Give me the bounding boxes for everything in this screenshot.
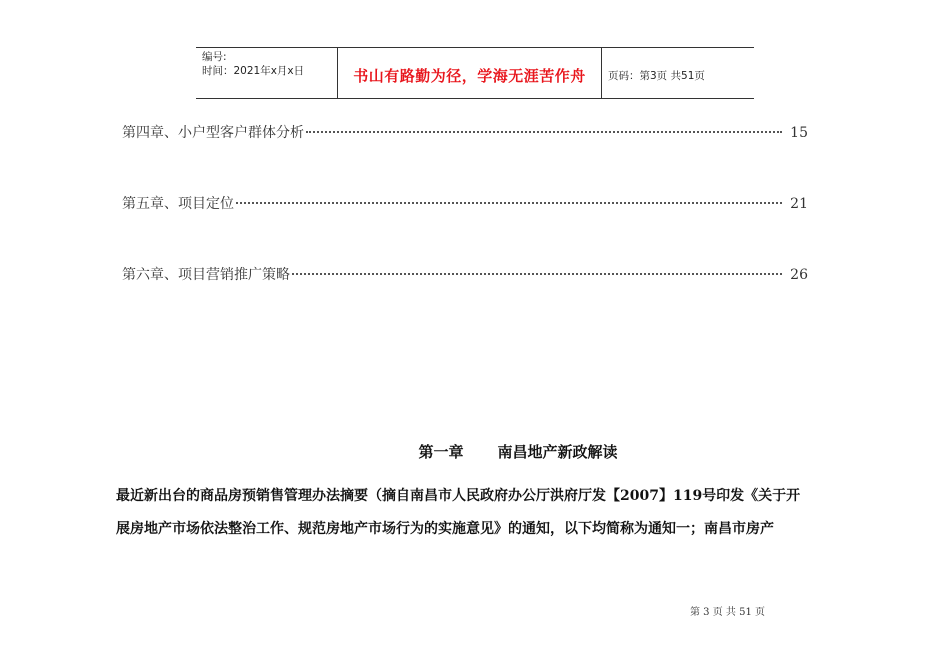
- toc-entry-title: 第四章、小户型客户群体分析: [122, 125, 304, 141]
- toc-leader-dots: [306, 131, 782, 133]
- chapter-heading: [0, 441, 950, 462]
- header-meta-cell: [196, 48, 338, 98]
- toc-leader-dots: [236, 202, 782, 204]
- chapter-number: 第一章: [418, 443, 464, 461]
- toc-entry: [122, 122, 808, 142]
- toc-entry-page: 21: [790, 196, 808, 212]
- number-label: 编号:: [202, 51, 227, 63]
- chapter-title: 南昌地产新政解读: [497, 443, 618, 461]
- toc-entry: [122, 264, 808, 284]
- date-label: 时间：2021年x月x日: [202, 65, 305, 77]
- body-line: 最近新出台的商品房预销售管理办法摘要（摘自南昌市人民政府办公厅洪府厅发【2007】119号印发《关于开: [116, 488, 801, 504]
- page-footer: 第 3 页 共 51 页: [690, 607, 765, 618]
- body-line: 展房地产市场依法整治工作、规范房地产市场行为的实施意见》的通知，以下均简称为通知一；南昌市房产: [116, 521, 774, 537]
- toc-entry: [122, 193, 808, 213]
- toc-entry-page: 26: [790, 267, 808, 283]
- toc-entry-title: 第五章、项目定位: [122, 196, 234, 212]
- page-header: [196, 47, 754, 99]
- toc-leader-dots: [292, 273, 782, 275]
- toc-entry-title: 第六章、项目营销推广策略: [122, 267, 290, 283]
- header-page-code: 页码：第3页 共51页: [608, 69, 705, 82]
- header-motto: 书山有路勤为径，学海无涯苦作舟: [338, 48, 602, 98]
- toc-entry-page: 15: [790, 125, 808, 141]
